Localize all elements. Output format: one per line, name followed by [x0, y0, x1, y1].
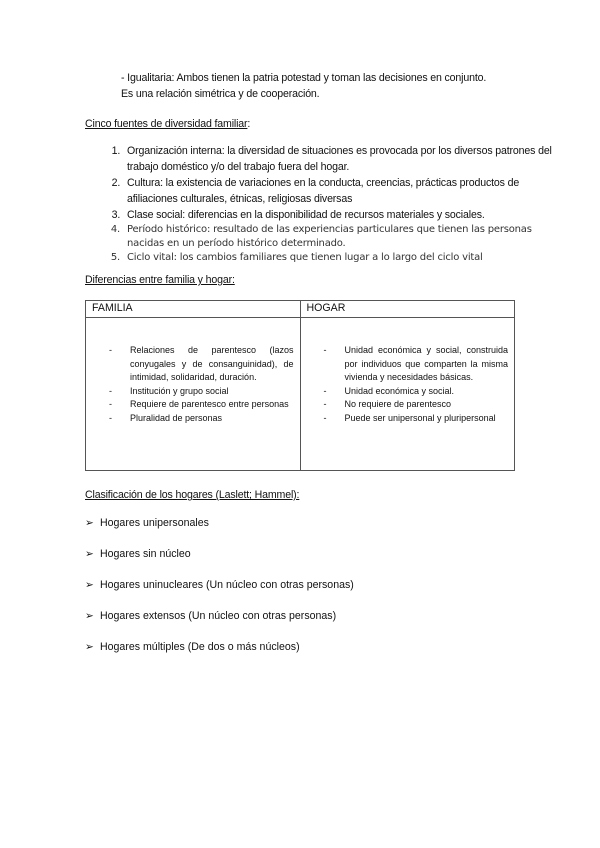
hogar-item-text: Puede ser unipersonal y pluripersonal: [344, 412, 496, 423]
clasificacion-item-text: Hogares extensos (Un núcleo con otras personas): [100, 610, 337, 622]
table-header-row: [86, 301, 515, 318]
clasificacion-list: [85, 515, 354, 670]
table-row: [86, 318, 515, 471]
fuentes-heading: [85, 116, 250, 132]
fuentes-heading-colon: :: [247, 118, 251, 130]
familia-item: [92, 344, 294, 385]
clasificacion-item-text: Hogares múltiples (De dos o más núcleos): [100, 641, 300, 653]
intro-paragraph: [121, 70, 531, 102]
clasificacion-item: [85, 515, 354, 546]
hogar-item-text: Unidad económica y social.: [344, 385, 455, 396]
familia-item-text: Institución y grupo social: [130, 385, 229, 396]
dash-bullet: -: [323, 412, 327, 423]
hogar-item: [307, 412, 509, 426]
dash-bullet: -: [109, 412, 112, 423]
hogar-item-text: No requiere de parentesco: [344, 399, 452, 409]
clasificacion-item: [85, 608, 354, 639]
fuentes-item: 5. Ciclo vital: los cambios familiares que tienen lugar a lo largo del ciclo vital: [123, 251, 563, 265]
arrow-bullet-icon: ➢: [85, 641, 94, 653]
column-header-familia: FAMILIA: [86, 301, 301, 318]
hogar-item-text: Unidad económica y social, construida por individuos que comparten la misma vivienda y necesidades básicas.: [344, 345, 508, 382]
clasificacion-item-text: Hogares uninucleares (Un núcleo con otras personas): [100, 579, 354, 591]
clasificacion-item: [85, 639, 354, 670]
fuentes-item: 1. Organización interna: la diversidad de situaciones es provocada por los diversos patrones del trabajo doméstico y/o del trabajo fuera del hogar.: [123, 143, 563, 175]
column-header-hogar: HOGAR: [300, 301, 515, 318]
familia-item-text: Requiere de parentesco entre personas: [130, 399, 289, 409]
fuentes-item: 2. Cultura: la existencia de variaciones en la conducta, creencias, prácticas productos de afiliaciones culturales, étnicas, religiosas diversas: [123, 175, 563, 207]
arrow-bullet-icon: ➢: [85, 517, 94, 529]
fuentes-item: 4. Período histórico: resultado de las experiencias particulares que tienen las personas nacidas en un período histórico determinado.: [123, 223, 563, 251]
intro-line-1: - Igualitaria: Ambos tienen la patria potestad y toman las decisiones en conjunto.: [121, 72, 487, 84]
familia-item: [92, 398, 294, 412]
clasificacion-item: [85, 577, 354, 608]
familia-item: [92, 412, 294, 426]
familia-item: [92, 385, 294, 399]
diferencias-heading: Diferencias entre familia y hogar:: [85, 274, 235, 286]
dash-bullet: -: [323, 345, 327, 355]
clasificacion-heading: Clasificación de los hogares (Laslett; Hammel):: [85, 489, 300, 501]
familia-item-text: Pluralidad de personas: [130, 412, 223, 423]
arrow-bullet-icon: ➢: [85, 579, 94, 591]
fuentes-item: 3. Clase social: diferencias en la disponibilidad de recursos materiales y sociales.: [123, 207, 563, 223]
dash-bullet: -: [109, 399, 112, 409]
hogar-list: [307, 344, 509, 425]
familia-list: [92, 344, 294, 425]
familia-cell: [86, 318, 301, 471]
hogar-cell: [300, 318, 515, 471]
clasificacion-item-text: Hogares sin núcleo: [100, 548, 191, 560]
dash-bullet: -: [323, 385, 327, 396]
intro-line-2: Es una relación simétrica y de cooperación.: [121, 88, 320, 100]
dash-bullet: -: [323, 399, 327, 409]
dash-bullet: -: [109, 345, 112, 355]
familia-hogar-table: [85, 300, 515, 471]
fuentes-heading-text: Cinco fuentes de diversidad familiar: [85, 118, 248, 130]
hogar-item: [307, 385, 509, 399]
clasificacion-item: [85, 546, 354, 577]
arrow-bullet-icon: ➢: [85, 548, 94, 560]
clasificacion-item-text: Hogares unipersonales: [100, 517, 209, 529]
hogar-item: [307, 344, 509, 385]
hogar-item: [307, 398, 509, 412]
fuentes-list: [85, 143, 563, 265]
familia-item-text: Relaciones de parentesco (lazos conyugales y de consanguinidad), de intimidad, solidaridad, duración.: [130, 345, 294, 382]
arrow-bullet-icon: ➢: [85, 610, 94, 622]
dash-bullet: -: [109, 385, 112, 396]
